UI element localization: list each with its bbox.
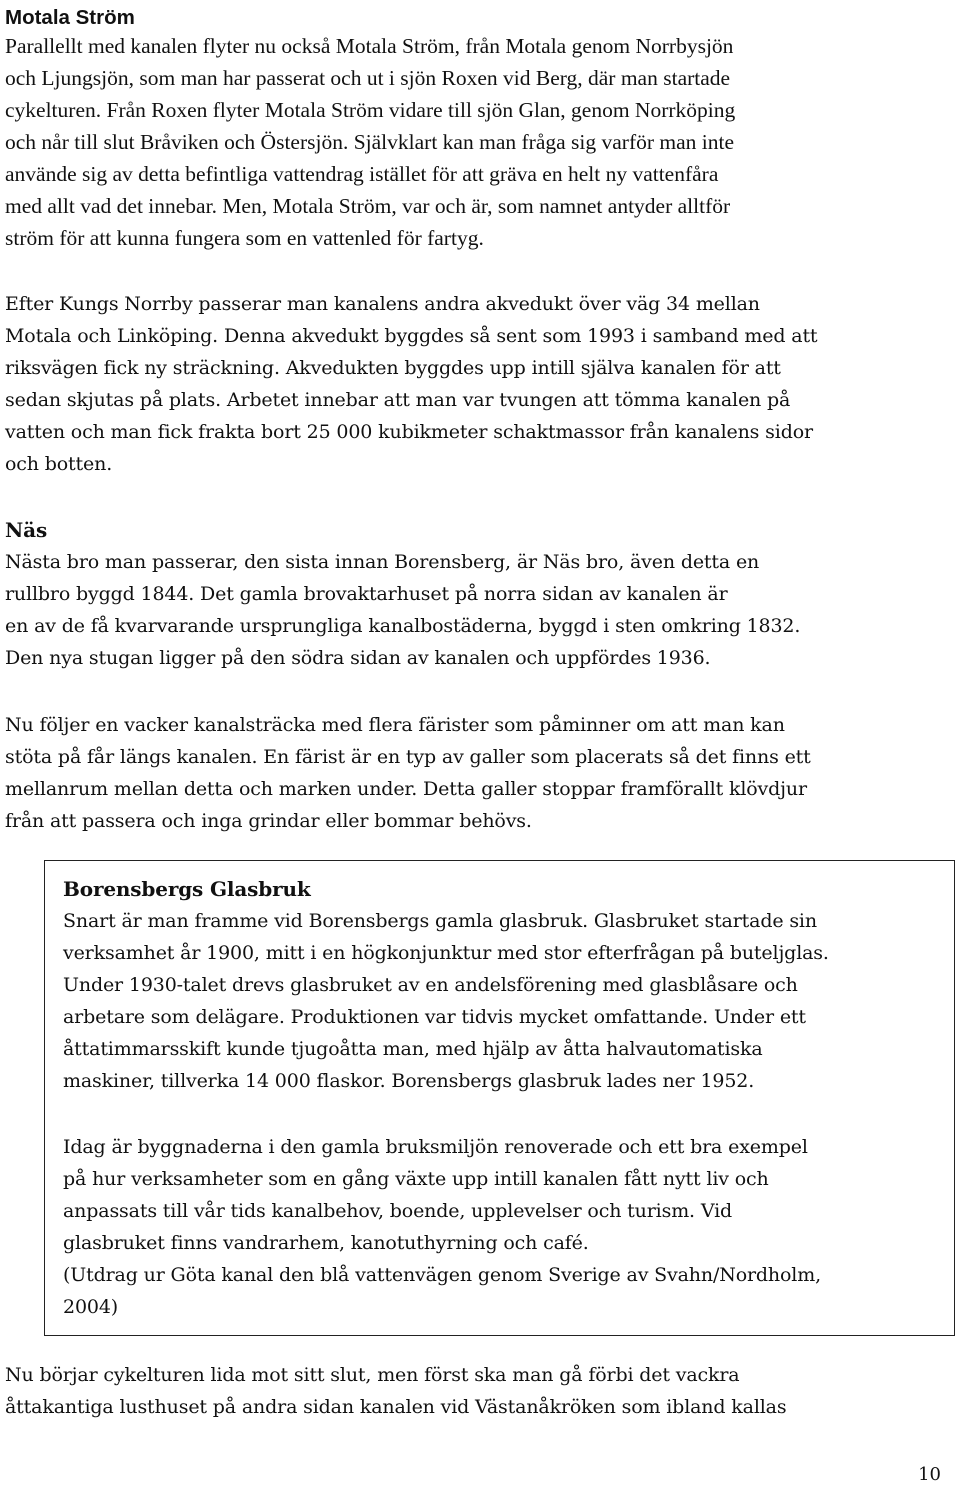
paragraph-line: mellanrum mellan detta och marken under. Detta galler stoppar framförallt klövdjur (5, 778, 807, 800)
box-heading: Borensbergs Glasbruk (63, 877, 311, 901)
paragraph-line: från att passera och inga grindar eller bommar behövs. (5, 810, 532, 832)
paragraph-line: rullbro byggd 1844. Det gamla brovaktarhuset på norra sidan av kanalen är (5, 583, 728, 605)
paragraph-line: cykelturen. Från Roxen flyter Motala Ström vidare till sjön Glan, genom Norrköping (5, 98, 736, 122)
page-number: 10 (918, 1464, 941, 1485)
box-line: Snart är man framme vid Borensbergs gamla glasbruk. Glasbruket startade sin (63, 910, 817, 932)
paragraph-line: åttakantiga lusthuset på andra sidan kanalen vid Västanåkröken som ibland kallas (5, 1396, 787, 1418)
paragraph-line: sedan skjutas på plats. Arbetet innebar att man var tvungen att tömma kanalen på (5, 389, 791, 411)
paragraph-line: vatten och man fick frakta bort 25 000 kubikmeter schaktmassor från kanalens sidor (5, 421, 813, 443)
paragraph-line: Efter Kungs Norrby passerar man kanalens andra akvedukt över väg 34 mellan (5, 293, 760, 315)
box-line: Under 1930-talet drevs glasbruket av en andelsförening med glasblåsare och (63, 974, 798, 996)
heading-nas: Näs (5, 518, 48, 542)
paragraph-line: riksvägen fick ny sträckning. Akvedukten byggdes upp intill själva kanalen för att (5, 357, 781, 379)
paragraph-line: med allt vad det innebar. Men, Motala Ström, var och är, som namnet antyder alltför (5, 194, 731, 218)
paragraph-line: en av de få kvarvarande ursprungliga kanalbostäderna, byggd i sten omkring 1832. (5, 615, 801, 637)
paragraph-line: stöta på får längs kanalen. En färist är en typ av galler som placerats så det finns ett (5, 746, 811, 768)
box-line: anpassats till vår tids kanalbehov, boende, upplevelser och turism. Vid (63, 1200, 733, 1222)
box-line: glasbruket finns vandrarhem, kanotuthyrning och café. (63, 1232, 589, 1254)
box-line: arbetare som delägare. Produktionen var tidvis mycket omfattande. Under ett (63, 1006, 806, 1028)
heading-motala-strom: Motala Ström (5, 6, 135, 29)
paragraph-line: Nästa bro man passerar, den sista innan Borensberg, är Näs bro, även detta en (5, 551, 760, 573)
box-citation-line: 2004) (63, 1296, 119, 1318)
box-line: åttatimmarsskift kunde tjugoåtta man, med hjälp av åtta halvautomatiska (63, 1038, 763, 1060)
paragraph-line: och botten. (5, 453, 113, 475)
box-citation-line: (Utdrag ur Göta kanal den blå vattenvägen genom Sverige av Svahn/Nordholm, (63, 1264, 821, 1286)
paragraph-line: och Ljungsjön, som man har passerat och ut i sjön Roxen vid Berg, där man startade (5, 66, 731, 90)
paragraph-line: Motala och Linköping. Denna akvedukt byggdes så sent som 1993 i samband med att (5, 325, 818, 347)
paragraph-line: Nu följer en vacker kanalsträcka med flera färister som påminner om att man kan (5, 714, 785, 736)
paragraph-line: ström för att kunna fungera som en vattenled för fartyg. (5, 226, 484, 250)
box-line: maskiner, tillverka 14 000 flaskor. Borensbergs glasbruk lades ner 1952. (63, 1070, 755, 1092)
box-line: på hur verksamheter som en gång växte upp intill kanalen fått nytt liv och (63, 1168, 769, 1190)
paragraph-line: Nu börjar cykelturen lida mot sitt slut, men först ska man gå förbi det vackra (5, 1364, 740, 1386)
box-line: Idag är byggnaderna i den gamla bruksmiljön renoverade och ett bra exempel (63, 1136, 808, 1158)
glasbruk-info-box (44, 860, 955, 1336)
paragraph-line: använde sig av detta befintliga vattendrag istället för att gräva en helt ny vattenfåra (5, 162, 719, 186)
paragraph-line: Parallellt med kanalen flyter nu också Motala Ström, från Motala genom Norrbysjön (5, 34, 734, 58)
paragraph-line: Den nya stugan ligger på den södra sidan av kanalen och uppfördes 1936. (5, 647, 711, 669)
box-line: verksamhet år 1900, mitt i en högkonjunktur med stor efterfrågan på buteljglas. (63, 942, 829, 964)
paragraph-line: och når till slut Bråviken och Östersjön. Självklart kan man fråga sig varför man inte (5, 130, 735, 154)
